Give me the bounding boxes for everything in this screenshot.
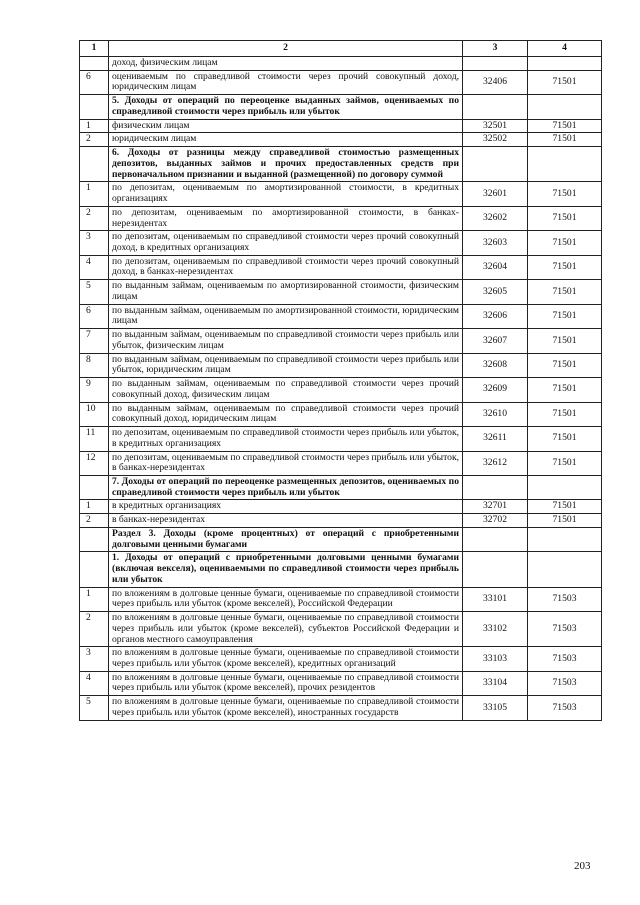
table-row bbox=[80, 427, 602, 451]
row-description: Раздел 3. Доходы (кроме процентных) от операций с приобретенными долговыми ценными бумагами bbox=[109, 527, 463, 551]
row-number: 2 bbox=[80, 133, 109, 147]
row-number: 5 bbox=[80, 696, 109, 720]
row-account-code: 32612 bbox=[463, 451, 528, 475]
row-description: по вложениям в долговые ценные бумаги, оцениваемые по справедливой стоимости через прибыль или убыток (кроме векселей), Российской Федерации bbox=[109, 587, 463, 611]
row-symbol-code: 71501 bbox=[528, 402, 602, 426]
table-row bbox=[80, 527, 602, 551]
row-number: 3 bbox=[80, 647, 109, 671]
row-account-code: 32701 bbox=[463, 500, 528, 514]
row-number: 1 bbox=[80, 119, 109, 133]
row-description: доход, физическим лицам bbox=[109, 57, 463, 71]
row-account-code bbox=[463, 527, 528, 551]
row-number: 4 bbox=[80, 255, 109, 279]
row-description: в банках-нерезидентах bbox=[109, 514, 463, 528]
row-number: 9 bbox=[80, 378, 109, 402]
table-row bbox=[80, 182, 602, 206]
row-number: 1 bbox=[80, 587, 109, 611]
row-symbol-code: 71501 bbox=[528, 427, 602, 451]
row-account-code: 32608 bbox=[463, 353, 528, 377]
row-symbol-code: 71503 bbox=[528, 671, 602, 695]
row-number: 6 bbox=[80, 304, 109, 328]
header-col-2: 2 bbox=[109, 41, 463, 57]
row-symbol-code: 71501 bbox=[528, 280, 602, 304]
row-number: 3 bbox=[80, 231, 109, 255]
row-symbol-code bbox=[528, 147, 602, 182]
row-symbol-code bbox=[528, 527, 602, 551]
accounts-table bbox=[79, 40, 602, 721]
table-row bbox=[80, 514, 602, 528]
row-account-code: 32501 bbox=[463, 119, 528, 133]
row-number: 2 bbox=[80, 514, 109, 528]
row-account-code: 32606 bbox=[463, 304, 528, 328]
row-description: по депозитам, оцениваемым по справедливой стоимости через прибыль или убыток, в банках-нерезидентах bbox=[109, 451, 463, 475]
row-number: 10 bbox=[80, 402, 109, 426]
row-symbol-code: 71503 bbox=[528, 587, 602, 611]
table-row bbox=[80, 280, 602, 304]
table-row bbox=[80, 612, 602, 647]
row-description: по депозитам, оцениваемым по справедливой стоимости через прочий совокупный доход, в банках-нерезидентах bbox=[109, 255, 463, 279]
row-description: по выданным займам, оцениваемым по амортизированной стоимости, физическим лицам bbox=[109, 280, 463, 304]
header-col-4: 4 bbox=[528, 41, 602, 57]
row-symbol-code: 71501 bbox=[528, 500, 602, 514]
row-symbol-code: 71501 bbox=[528, 182, 602, 206]
row-account-code: 33102 bbox=[463, 612, 528, 647]
row-description: по выданным займам, оцениваемым по справедливой стоимости через прибыль или убыток, физическим лицам bbox=[109, 329, 463, 353]
row-description: 7. Доходы от операций по переоценке размещенных депозитов, оцениваемых по справедливой стоимости через прибыль или убыток bbox=[109, 475, 463, 499]
table-row bbox=[80, 696, 602, 720]
table-row bbox=[80, 402, 602, 426]
row-number: 1 bbox=[80, 500, 109, 514]
row-symbol-code: 71501 bbox=[528, 70, 602, 94]
row-description: 6. Доходы от разницы между справедливой стоимостью размещенных депозитов, выданных займов и прочих предоставленных средств при первоначальном признании и выданной (размещенной) по договору суммой bbox=[109, 147, 463, 182]
header-col-1: 1 bbox=[80, 41, 109, 57]
row-number bbox=[80, 95, 109, 119]
row-symbol-code: 71501 bbox=[528, 451, 602, 475]
row-account-code: 32605 bbox=[463, 280, 528, 304]
table-row bbox=[80, 329, 602, 353]
row-account-code bbox=[463, 147, 528, 182]
row-symbol-code: 71501 bbox=[528, 206, 602, 230]
row-symbol-code: 71501 bbox=[528, 378, 602, 402]
row-symbol-code bbox=[528, 95, 602, 119]
row-account-code: 32601 bbox=[463, 182, 528, 206]
row-description: по вложениям в долговые ценные бумаги, оцениваемые по справедливой стоимости через прибыль или убыток (кроме векселей), иностранных государств bbox=[109, 696, 463, 720]
row-number: 12 bbox=[80, 451, 109, 475]
header-col-3: 3 bbox=[463, 41, 528, 57]
row-description: по депозитам, оцениваемым по справедливой стоимости через прочий совокупный доход, в кредитных организациях bbox=[109, 231, 463, 255]
row-number: 11 bbox=[80, 427, 109, 451]
table-row bbox=[80, 451, 602, 475]
row-description: по депозитам, оцениваемым по амортизированной стоимости, в банках-нерезидентах bbox=[109, 206, 463, 230]
table-row bbox=[80, 304, 602, 328]
row-account-code: 32607 bbox=[463, 329, 528, 353]
row-symbol-code: 71501 bbox=[528, 255, 602, 279]
page-number: 203 bbox=[574, 860, 591, 872]
row-account-code bbox=[463, 475, 528, 499]
table-row bbox=[80, 206, 602, 230]
row-description: по выданным займам, оцениваемым по справедливой стоимости через прочий совокупный доход, физическим лицам bbox=[109, 378, 463, 402]
row-symbol-code: 71501 bbox=[528, 353, 602, 377]
row-description: 1. Доходы от операций с приобретенными долговыми ценными бумагами (включая векселя), оцениваемыми по справедливой стоимости через прибыль или убыток bbox=[109, 552, 463, 587]
row-number: 5 bbox=[80, 280, 109, 304]
row-number bbox=[80, 475, 109, 499]
row-description: по вложениям в долговые ценные бумаги, оцениваемые по справедливой стоимости через прибыль или убыток (кроме векселей), субъектов Российской Федерации и органов местного самоуправления bbox=[109, 612, 463, 647]
row-account-code: 33104 bbox=[463, 671, 528, 695]
table-row bbox=[80, 133, 602, 147]
row-symbol-code bbox=[528, 552, 602, 587]
row-number: 8 bbox=[80, 353, 109, 377]
row-number bbox=[80, 57, 109, 71]
table-row bbox=[80, 57, 602, 71]
table-row bbox=[80, 587, 602, 611]
table-row bbox=[80, 647, 602, 671]
table-row bbox=[80, 475, 602, 499]
row-account-code: 32604 bbox=[463, 255, 528, 279]
row-account-code bbox=[463, 95, 528, 119]
table-row bbox=[80, 378, 602, 402]
row-description: по выданным займам, оцениваемым по справедливой стоимости через прибыль или убыток, юридическим лицам bbox=[109, 353, 463, 377]
row-description: по выданным займам, оцениваемым по амортизированной стоимости, юридическим лицам bbox=[109, 304, 463, 328]
row-description: по депозитам, оцениваемым по амортизированной стоимости, в кредитных организациях bbox=[109, 182, 463, 206]
row-number: 2 bbox=[80, 612, 109, 647]
row-number bbox=[80, 527, 109, 551]
row-description: по выданным займам, оцениваемым по справедливой стоимости через прочий совокупный доход, юридическим лицам bbox=[109, 402, 463, 426]
row-number bbox=[80, 147, 109, 182]
header-row bbox=[80, 41, 602, 57]
row-account-code: 32702 bbox=[463, 514, 528, 528]
row-account-code: 32609 bbox=[463, 378, 528, 402]
row-description: юридическим лицам bbox=[109, 133, 463, 147]
row-account-code: 32603 bbox=[463, 231, 528, 255]
accounts-table-body bbox=[80, 41, 602, 721]
row-symbol-code: 71501 bbox=[528, 133, 602, 147]
row-account-code: 32502 bbox=[463, 133, 528, 147]
table-row bbox=[80, 70, 602, 94]
row-description: оцениваемым по справедливой стоимости через прочий совокупный доход, юридическим лицам bbox=[109, 70, 463, 94]
row-description: физическим лицам bbox=[109, 119, 463, 133]
row-description: 5. Доходы от операций по переоценке выданных займов, оцениваемых по справедливой стоимости через прибыль или убыток bbox=[109, 95, 463, 119]
row-symbol-code: 71501 bbox=[528, 231, 602, 255]
row-symbol-code bbox=[528, 57, 602, 71]
row-account-code: 32610 bbox=[463, 402, 528, 426]
row-symbol-code: 71501 bbox=[528, 304, 602, 328]
row-account-code: 32406 bbox=[463, 70, 528, 94]
row-symbol-code bbox=[528, 475, 602, 499]
row-symbol-code: 71503 bbox=[528, 612, 602, 647]
row-symbol-code: 71501 bbox=[528, 514, 602, 528]
row-account-code: 33105 bbox=[463, 696, 528, 720]
table-row bbox=[80, 500, 602, 514]
table-row bbox=[80, 552, 602, 587]
row-symbol-code: 71503 bbox=[528, 696, 602, 720]
row-description: по вложениям в долговые ценные бумаги, оцениваемые по справедливой стоимости через прибыль или убыток (кроме векселей), кредитных организаций bbox=[109, 647, 463, 671]
table-row bbox=[80, 95, 602, 119]
row-number: 2 bbox=[80, 206, 109, 230]
row-number: 4 bbox=[80, 671, 109, 695]
row-account-code: 33103 bbox=[463, 647, 528, 671]
row-number: 6 bbox=[80, 70, 109, 94]
row-symbol-code: 71501 bbox=[528, 329, 602, 353]
row-description: по депозитам, оцениваемым по справедливой стоимости через прибыль или убыток, в кредитных организациях bbox=[109, 427, 463, 451]
row-number bbox=[80, 552, 109, 587]
row-description: в кредитных организациях bbox=[109, 500, 463, 514]
row-account-code: 32611 bbox=[463, 427, 528, 451]
table-row bbox=[80, 671, 602, 695]
row-number: 7 bbox=[80, 329, 109, 353]
row-number: 1 bbox=[80, 182, 109, 206]
row-account-code: 33101 bbox=[463, 587, 528, 611]
row-description: по вложениям в долговые ценные бумаги, оцениваемые по справедливой стоимости через прибыль или убыток (кроме векселей), прочих резидентов bbox=[109, 671, 463, 695]
row-symbol-code: 71503 bbox=[528, 647, 602, 671]
table-row bbox=[80, 353, 602, 377]
table-row bbox=[80, 119, 602, 133]
row-account-code bbox=[463, 552, 528, 587]
row-symbol-code: 71501 bbox=[528, 119, 602, 133]
row-account-code bbox=[463, 57, 528, 71]
row-account-code: 32602 bbox=[463, 206, 528, 230]
table-row bbox=[80, 147, 602, 182]
table-row bbox=[80, 255, 602, 279]
table-row bbox=[80, 231, 602, 255]
